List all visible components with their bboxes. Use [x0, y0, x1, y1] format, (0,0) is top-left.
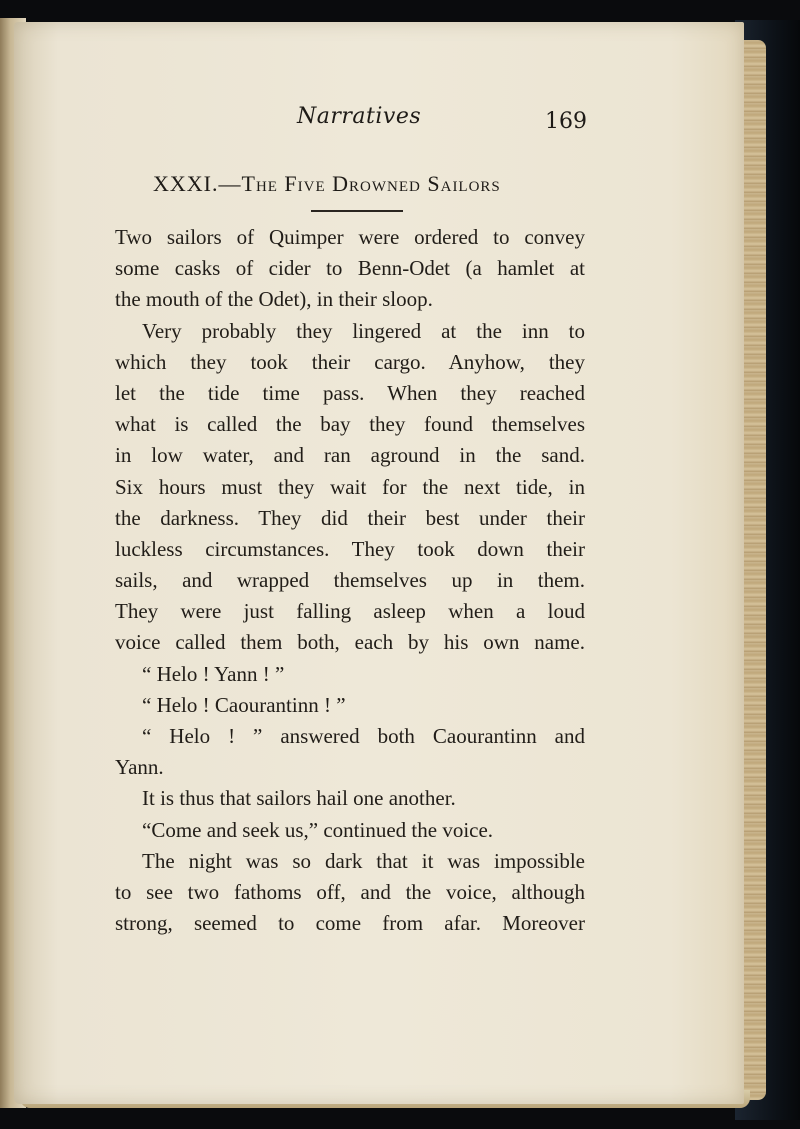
text-line: some casks of cider to Benn-Odet (a hamlet at	[115, 256, 585, 281]
running-head: Narratives	[297, 104, 422, 129]
text-line: Six hours must they wait for the next tide, in	[115, 474, 585, 499]
text-line: in low water, and ran aground in the sand.	[115, 443, 585, 468]
text-line: Very probably they lingered at the inn to	[142, 318, 585, 343]
text-line: voice called them both, each by his own name.	[115, 630, 585, 655]
body-text	[115, 222, 585, 939]
text-line: sails, and wrapped themselves up in them.	[115, 568, 585, 593]
title-rule	[311, 210, 403, 212]
text-line: It is thus that sailors hail one another.	[142, 786, 456, 811]
text-line: They were just falling asleep when a loud	[115, 599, 585, 624]
text-line: “ Helo ! Yann ! ”	[142, 661, 285, 686]
chapter-number: XXXI.—	[153, 171, 242, 196]
text-line: what is called the bay they found themselves	[115, 412, 585, 437]
text-line: “ Helo ! ” answered both Caourantinn and	[142, 724, 585, 748]
text-line: Two sailors of Quimper were ordered to convey	[115, 225, 585, 249]
text-line: Yann.	[115, 755, 164, 780]
text-line: “ Helo ! Caourantinn ! ”	[142, 692, 346, 717]
text-line: which they took their cargo. Anyhow, they	[115, 349, 585, 374]
text-line: strong, seemed to come from afar. Moreover	[115, 911, 585, 936]
text-line: to see two fathoms off, and the voice, although	[115, 879, 585, 904]
text-line: let the tide time pass. When they reached	[115, 380, 585, 405]
text-line: luckless circumstances. They took down their	[115, 536, 585, 561]
text-line: The night was so dark that it was impossible	[142, 848, 585, 873]
page-number: 169	[545, 109, 587, 134]
text-line: “Come and seek us,” continued the voice.	[142, 817, 494, 842]
chapter-title-text: The Five Drowned Sailors	[241, 171, 501, 196]
chapter-title	[153, 171, 501, 197]
text-line: the darkness. They did their best under their	[115, 505, 585, 530]
text-line: the mouth of the Odet), in their sloop.	[115, 287, 433, 312]
